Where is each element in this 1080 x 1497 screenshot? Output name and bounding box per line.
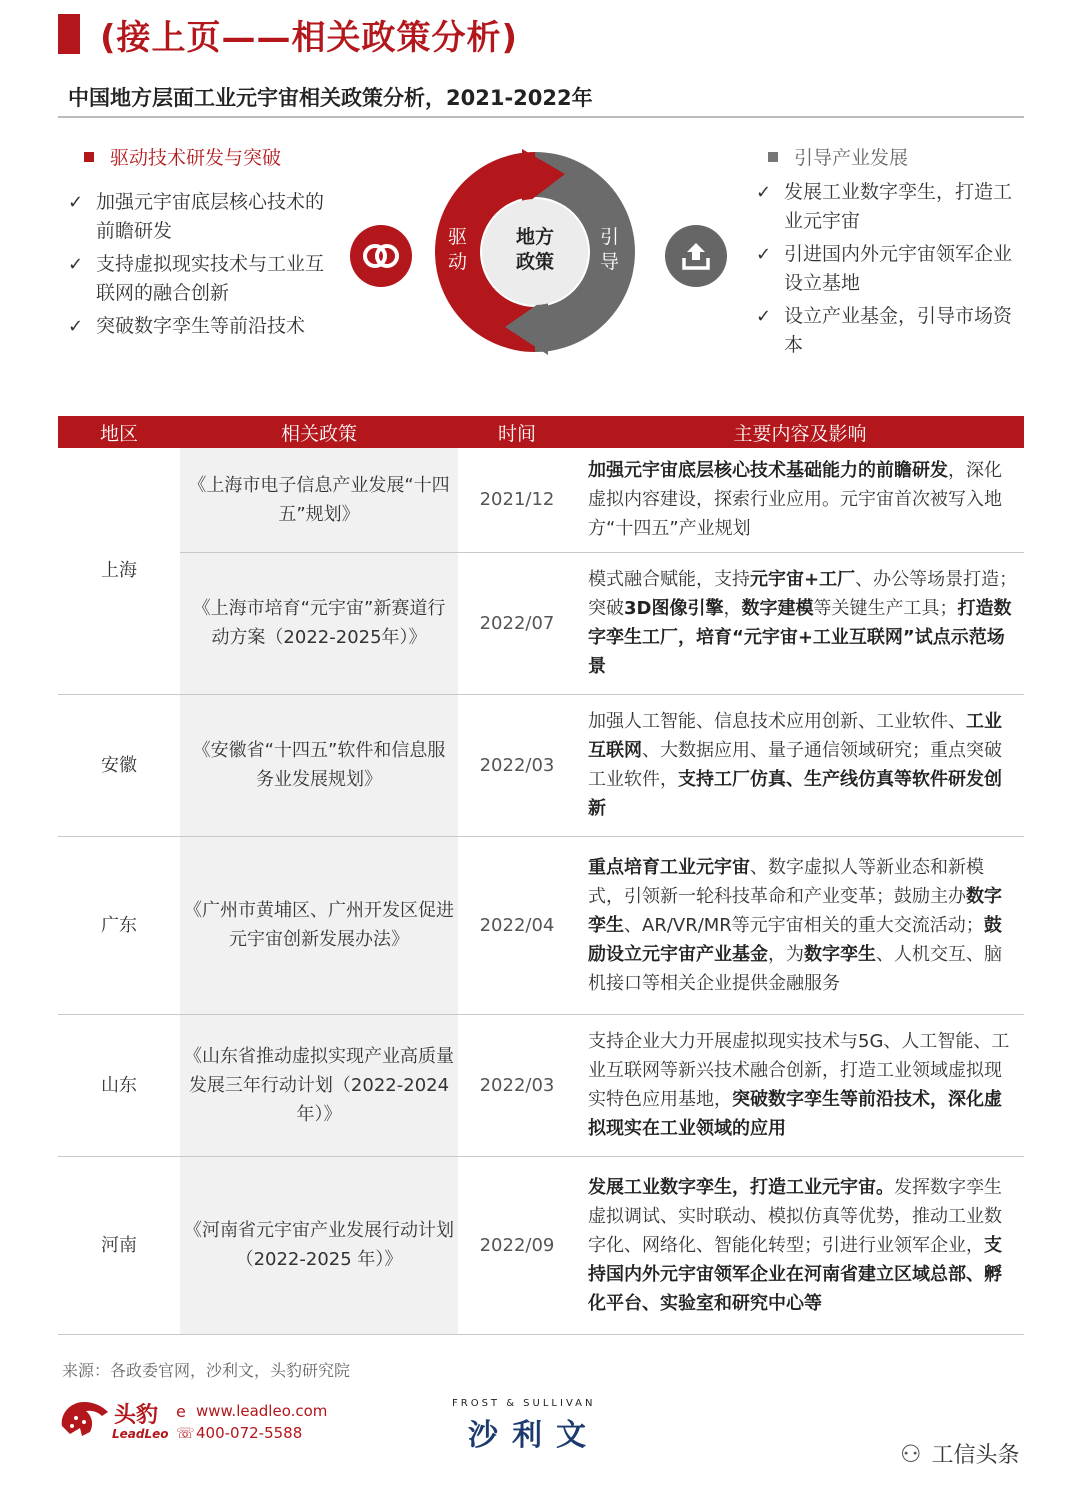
date-cell: 2022/03 — [458, 1014, 576, 1156]
region-cell: 广东 — [58, 836, 180, 1014]
policy-cell: 《山东省推动虚拟实现产业高质量发展三年行动计划（2022-2024年）》 — [180, 1014, 458, 1156]
contact-info — [196, 1400, 327, 1444]
region-cell: 上海 — [58, 448, 180, 694]
table-row — [58, 694, 1024, 836]
title-accent-bar — [58, 14, 80, 54]
linked-rings-icon — [350, 225, 412, 287]
date-cell: 2022/09 — [458, 1156, 576, 1334]
wechat-account-watermark: ⚇ 工信头条 — [900, 1439, 1020, 1468]
policy-cell: 《河南省元宇宙产业发展行动计划（2022-2025 年）》 — [180, 1156, 458, 1334]
policy-cell: 《安徽省“十四五”软件和信息服务业发展规划》 — [180, 694, 458, 836]
guide-label: 引导 — [600, 226, 620, 273]
leadleo-leopard-logo-icon — [58, 1396, 112, 1444]
column-header-content: 主要内容及影响 — [576, 416, 1024, 448]
list-item: ✓ 支持虚拟现实技术与工业互联网的融合创新 — [68, 250, 326, 308]
left-section-heading — [84, 143, 281, 170]
right-section-heading-text: 引导产业发展 — [794, 147, 909, 169]
source-note: 来源：各政委官网，沙利文，头豹研究院 — [62, 1361, 351, 1380]
phone-number: 400-072-5588 — [196, 1424, 303, 1442]
page-title: (接上页——相关政策分析) — [100, 18, 519, 58]
region-cell: 河南 — [58, 1156, 180, 1334]
square-bullet-icon — [768, 152, 778, 162]
table-row — [58, 552, 1024, 694]
list-item: ✓ 加强元宇宙底层核心技术的前瞻研发 — [68, 188, 326, 246]
web-icon: e — [176, 1402, 186, 1421]
region-cell: 山东 — [58, 1014, 180, 1156]
right-checklist — [756, 178, 1018, 360]
left-section-heading-text: 驱动技术研发与突破 — [110, 147, 282, 169]
leadleo-en-logo: LeadLeo — [112, 1427, 169, 1441]
divider — [58, 116, 1024, 118]
leadleo-cn-logo: 头豹 — [114, 1403, 159, 1428]
policy-table — [58, 416, 1024, 1335]
drive-label: 驱动 — [448, 226, 468, 273]
website-link[interactable]: www.leadleo.com — [196, 1402, 328, 1420]
table-header-row — [58, 416, 1024, 448]
table-row — [58, 1156, 1024, 1334]
check-icon: ✓ — [68, 316, 84, 337]
region-cell: 安徽 — [58, 694, 180, 836]
list-item: ✓ 引进国内外元宇宙领军企业设立基地 — [756, 240, 1018, 298]
content-cell: 模式融合赋能，支持元宇宙+工厂、办公等场景打造；突破3D图像引擎，数字建模等关键生产工具；打造数字孪生工厂，培育“元宇宙+工业互联网”试点示范场景 — [576, 552, 1024, 694]
policy-cell: 《广州市黄埔区、广州开发区促进元宇宙创新发展办法》 — [180, 836, 458, 1014]
content-cell: 重点培育工业元宇宙、数字虚拟人等新业态和新模式，引领新一轮科技革命和产业变革；鼓励主办数字孪生、AR/VR/MR等元宇宙相关的重大交流活动；鼓励设立元宇宙产业基金，为数字孪生、人机交互、脑机接口等相关企业提供金融服务 — [576, 836, 1024, 1014]
policy-cell: 《上海市培育“元宇宙”新赛道行动方案（2022-2025年）》 — [180, 552, 458, 694]
date-cell: 2021/12 — [458, 448, 576, 552]
table-row — [58, 448, 1024, 552]
diagram-center-label: 地方 政策 — [515, 226, 554, 273]
right-section-heading — [768, 143, 908, 170]
check-icon: ✓ — [756, 244, 772, 265]
check-icon: ✓ — [68, 192, 84, 213]
content-cell: 加强人工智能、信息技术应用创新、工业软件、工业互联网、大数据应用、量子通信领域研究；重点突破工业软件，支持工厂仿真、生产线仿真等软件研发创新 — [576, 694, 1024, 836]
list-item: ✓ 设立产业基金，引导市场资本 — [756, 302, 1018, 360]
content-cell: 支持企业大力开展虚拟现实技术与5G、人工智能、工业互联网等新兴技术融合创新，打造工业领域虚拟现实特色应用基地，突破数字孪生等前沿技术，深化虚拟现实在工业领域的应用 — [576, 1014, 1024, 1156]
table-row — [58, 836, 1024, 1014]
date-cell: 2022/03 — [458, 694, 576, 836]
check-icon: ✓ — [756, 182, 772, 203]
left-checklist — [68, 188, 326, 341]
date-cell: 2022/07 — [458, 552, 576, 694]
table-row — [58, 1014, 1024, 1156]
date-cell: 2022/04 — [458, 836, 576, 1014]
content-cell: 发展工业数字孪生，打造工业元宇宙。发挥数字孪生虚拟调试、实时联动、模拟仿真等优势，推动工业数字化、网络化、智能化转型；引进行业领军企业，支持国内外元宇宙领军企业在河南省建立区域总部、孵化平台、实验室和研究中心等 — [576, 1156, 1024, 1334]
column-header-region: 地区 — [58, 416, 180, 448]
square-bullet-icon — [84, 152, 94, 162]
policy-cycle-diagram — [430, 147, 640, 357]
list-item: ✓ 突破数字孪生等前沿技术 — [68, 312, 326, 341]
phone-icon: ☏ — [176, 1424, 195, 1442]
list-item: ✓ 发展工业数字孪生，打造工业元宇宙 — [756, 178, 1018, 236]
frost-sullivan-en-logo: FROST & SULLIVAN — [452, 1398, 596, 1409]
content-cell: 加强元宇宙底层核心技术基础能力的前瞻研发，深化虚拟内容建设，探索行业应用。元宇宙首次被写入地方“十四五”产业规划 — [576, 448, 1024, 552]
upload-icon — [665, 225, 727, 287]
page-subtitle: 中国地方层面工业元宇宙相关政策分析，2021-2022年 — [68, 86, 593, 110]
policy-cell: 《上海市电子信息产业发展“十四五”规划》 — [180, 448, 458, 552]
column-header-policy: 相关政策 — [180, 416, 458, 448]
frost-sullivan-cn-logo: 沙利文 — [468, 1418, 600, 1453]
column-header-date: 时间 — [458, 416, 576, 448]
check-icon: ✓ — [68, 254, 84, 275]
wechat-icon: ⚇ — [900, 1439, 922, 1468]
check-icon: ✓ — [756, 306, 772, 327]
